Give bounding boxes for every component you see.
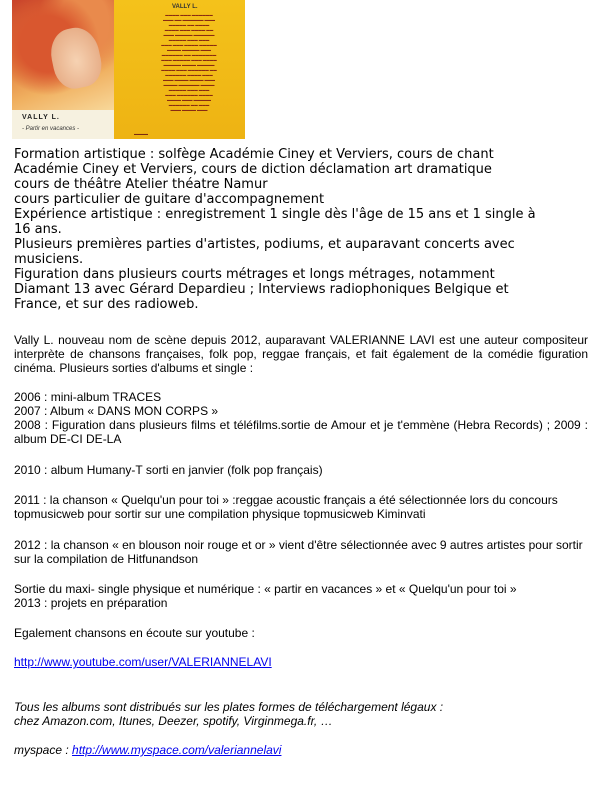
formation-line: cours de théâtre Atelier théatre Namur (14, 177, 268, 192)
discography-2010: 2010 : album Humany-T sorti en janvier (folk pop français) (14, 463, 323, 477)
youtube-link[interactable]: http://www.youtube.com/user/VALERIANNELAVI (14, 655, 272, 669)
artist-photo (12, 0, 114, 110)
discography-2006: 2006 : mini-album TRACES (14, 390, 162, 404)
myspace-link[interactable]: http://www.myspace.com/valeriannelavi (72, 743, 282, 757)
formation-line: Plusieurs premières parties d'artistes, podiums, et auparavant concerts avec (14, 237, 515, 252)
cover-subtitle: - Partir en vacances - (22, 126, 80, 132)
formation-line: 16 ans. (14, 222, 62, 237)
formation-line: Académie Ciney et Verviers, cours de diction déclamation art dramatique (14, 162, 492, 177)
myspace-line (14, 743, 281, 757)
cover-tracklist-credits: ▬▬▬▬ ▬▬▬ ▬▬▬▬▬▬ ▬▬▬ ▬▬ ▬▬▬▬▬▬ ▬▬▬ ▬▬▬▬▬ ▬▬ ▬▬▬▬ ▬▬▬▬ ▬▬▬ ▬▬▬▬ ▬▬ ▬▬▬ ▬▬▬▬▬ ▬▬▬▬▬▬ ▬▬▬▬▬ ▬▬▬ ▬▬▬ ▬▬▬ ▬▬▬ ▬▬▬▬ ▬▬▬▬▬ ▬▬▬▬ ▬▬▬▬▬ ▬▬▬ ▬▬▬▬▬▬ ▬▬ ▬▬▬▬▬▬▬ ▬▬▬ ▬▬▬▬▬ ▬▬▬ ▬▬▬▬ ▬▬▬▬▬ ▬▬▬▬ ▬▬▬▬▬ ▬▬▬▬ ▬▬▬ ▬▬▬▬▬▬ ▬▬ ▬▬▬▬▬▬ ▬▬▬▬ ▬▬▬ ▬▬▬ ▬▬▬▬ ▬▬▬▬ ▬▬▬ ▬▬▬▬ ▬▬▬▬▬▬ ▬▬▬▬ ▬▬▬▬▬ ▬▬▬ ▬▬▬ ▬▬▬ ▬▬▬▬▬▬ ▬▬▬▬ ▬▬▬▬ ▬▬▬ ▬▬▬▬▬ ▬▬▬▬▬▬ ▬▬ ▬▬▬ ▬▬▬ ▬▬▬▬ ▬▬▬ (161, 13, 217, 112)
distribution-line-1: Tous les albums sont distribués sur les plates formes de téléchargement légaux : (14, 700, 444, 714)
discography-2008: 2008 : Figuration dans plusieurs films et téléfilms.sortie de Amour et je t'emmène (Hebra Records) ; 2009 : album DE-CI DE-LA (14, 418, 588, 446)
formation-line: Expérience artistique : enregistrement 1 single dès l'âge de 15 ans et 1 single à (14, 207, 536, 222)
album-cover-image (12, 0, 245, 139)
cover-catalog-code: ▬▬▬▬ (134, 132, 148, 136)
cover-title: VALLY L. (172, 4, 198, 10)
myspace-label: myspace : (14, 743, 73, 757)
formation-line: Diamant 13 avec Gérard Depardieu ; Interviews radiophoniques Belgique et (14, 282, 509, 297)
cover-artist-name: VALLY L. (22, 114, 60, 121)
discography-2011: 2011 : la chanson « Quelqu'un pour toi » :reggae acoustic français a été sélectionnée lors du concours topmusicweb pour sortir sur une compilation physique topmusicweb Kiminvati (14, 493, 558, 521)
formation-line: Figuration dans plusieurs courts métrages et longs métrages, notamment (14, 267, 495, 282)
artist-face (46, 24, 105, 93)
formation-line: cours particulier de guitare d'accompagnement (14, 192, 325, 207)
projects-2013: 2013 : projets en préparation (14, 596, 168, 610)
discography-2012: 2012 : la chanson « en blouson noir rouge et or » vient d'être sélectionnée avec 9 autres artistes pour sortir sur la compilation de Hitfunandson (14, 538, 583, 566)
discography-2007: 2007 : Album « DANS MON CORPS » (14, 404, 219, 418)
bio-intro: Vally L. nouveau nom de scène depuis 2012, auparavant VALERIANNE LAVI est une auteur compositeur interprète de chansons françaises, folk pop, reggae français, et fait également de la comédie figuration cinéma. Plusieurs sorties d'albums et single : (14, 333, 588, 375)
maxi-single: Sortie du maxi- single physique et numérique : « partir en vacances » et « Quelqu'un pour toi » (14, 582, 517, 596)
formation-line: musiciens. (14, 252, 84, 267)
formation-block (14, 147, 589, 312)
formation-line: France, et sur des radioweb. (14, 297, 199, 312)
formation-line: Formation artistique : solfège Académie Ciney et Verviers, cours de chant (14, 147, 494, 162)
youtube-label: Egalement chansons en écoute sur youtube : (14, 626, 255, 640)
distribution-line-2: chez Amazon.com, Itunes, Deezer, spotify, Virginmega.fr, … (14, 714, 333, 728)
